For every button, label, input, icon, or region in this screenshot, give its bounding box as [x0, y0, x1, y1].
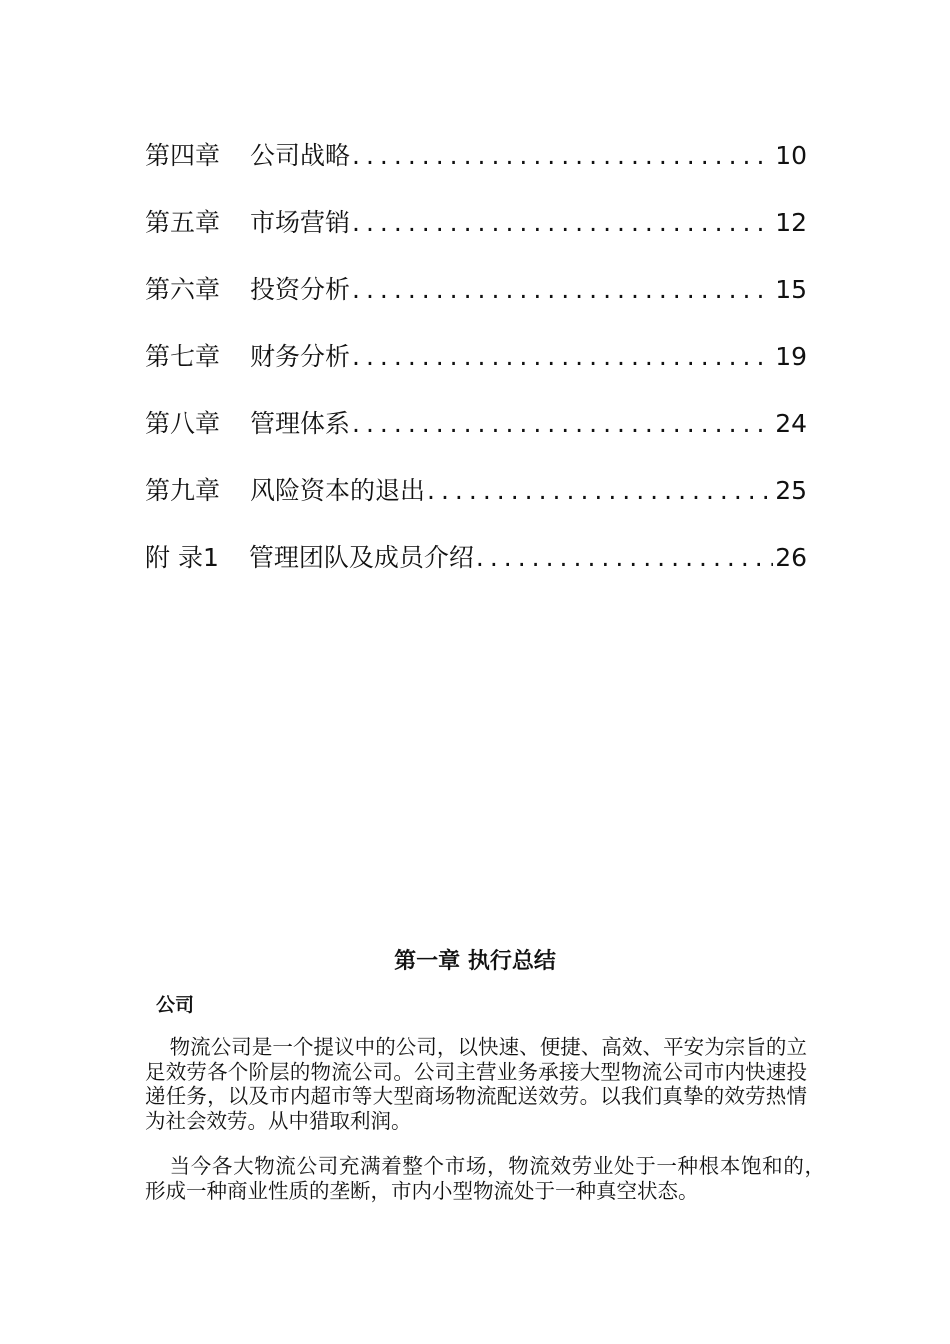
toc-entry[interactable]	[145, 270, 807, 310]
toc-entry[interactable]	[145, 136, 807, 176]
toc-page-number: 24	[775, 409, 807, 438]
toc-leader-dots	[350, 136, 773, 176]
toc-page-number: 19	[775, 342, 807, 371]
toc-entry-title: 市场营销	[250, 208, 351, 237]
toc-page-number: 15	[775, 275, 807, 304]
toc-entry-title: 管理团队及成员介绍	[248, 543, 474, 572]
toc-chapter-number: 第六章	[145, 275, 221, 304]
toc-entry-title: 公司战略	[250, 141, 351, 170]
toc-leader-dots	[350, 404, 773, 444]
body-paragraph: 当今各大物流公司充满着整个市场，物流效劳业处于一种根本饱和的，形成一种商业性质的垄断，市内小型物流处于一种真空状态。	[145, 1154, 825, 1203]
toc-page-number: 25	[775, 476, 807, 505]
toc-entry[interactable]	[145, 471, 807, 511]
toc-chapter-number: 第八章	[145, 409, 221, 438]
toc-leader-dots	[350, 203, 773, 243]
toc-entry[interactable]	[145, 203, 807, 243]
toc-leader-dots	[350, 337, 773, 377]
toc-entry[interactable]	[145, 337, 807, 377]
toc-entry-title: 财务分析	[250, 342, 351, 371]
toc-page-number: 26	[775, 543, 807, 572]
table-of-contents	[145, 136, 807, 605]
toc-leader-dots	[474, 538, 773, 578]
toc-page-number: 12	[775, 208, 807, 237]
toc-chapter-number: 第五章	[145, 208, 221, 237]
chapter-heading: 第一章 执行总结	[394, 949, 556, 974]
toc-entry-title: 管理体系	[250, 409, 351, 438]
toc-entry[interactable]	[145, 404, 807, 444]
toc-entry-title: 投资分析	[250, 275, 351, 304]
toc-entry[interactable]	[145, 538, 807, 578]
toc-chapter-number: 第四章	[145, 141, 221, 170]
toc-leader-dots	[350, 270, 773, 310]
toc-entry-title: 风险资本的退出	[250, 476, 426, 505]
toc-chapter-number: 第七章	[145, 342, 221, 371]
toc-appendix-number: 附 录1	[145, 543, 219, 572]
toc-page-number: 10	[775, 141, 807, 170]
toc-chapter-number: 第九章	[145, 476, 221, 505]
toc-leader-dots	[425, 471, 773, 511]
section-heading: 公司	[156, 994, 195, 1016]
body-paragraph: 物流公司是一个提议中的公司，以快速、便捷、高效、平安为宗旨的立足效劳各个阶层的物流公司。公司主营业务承接大型物流公司市内快速投递任务，以及市内超市等大型商场物流配送效劳。以我们真挚的效劳热情为社会效劳。从中猎取利润。	[145, 1035, 807, 1133]
